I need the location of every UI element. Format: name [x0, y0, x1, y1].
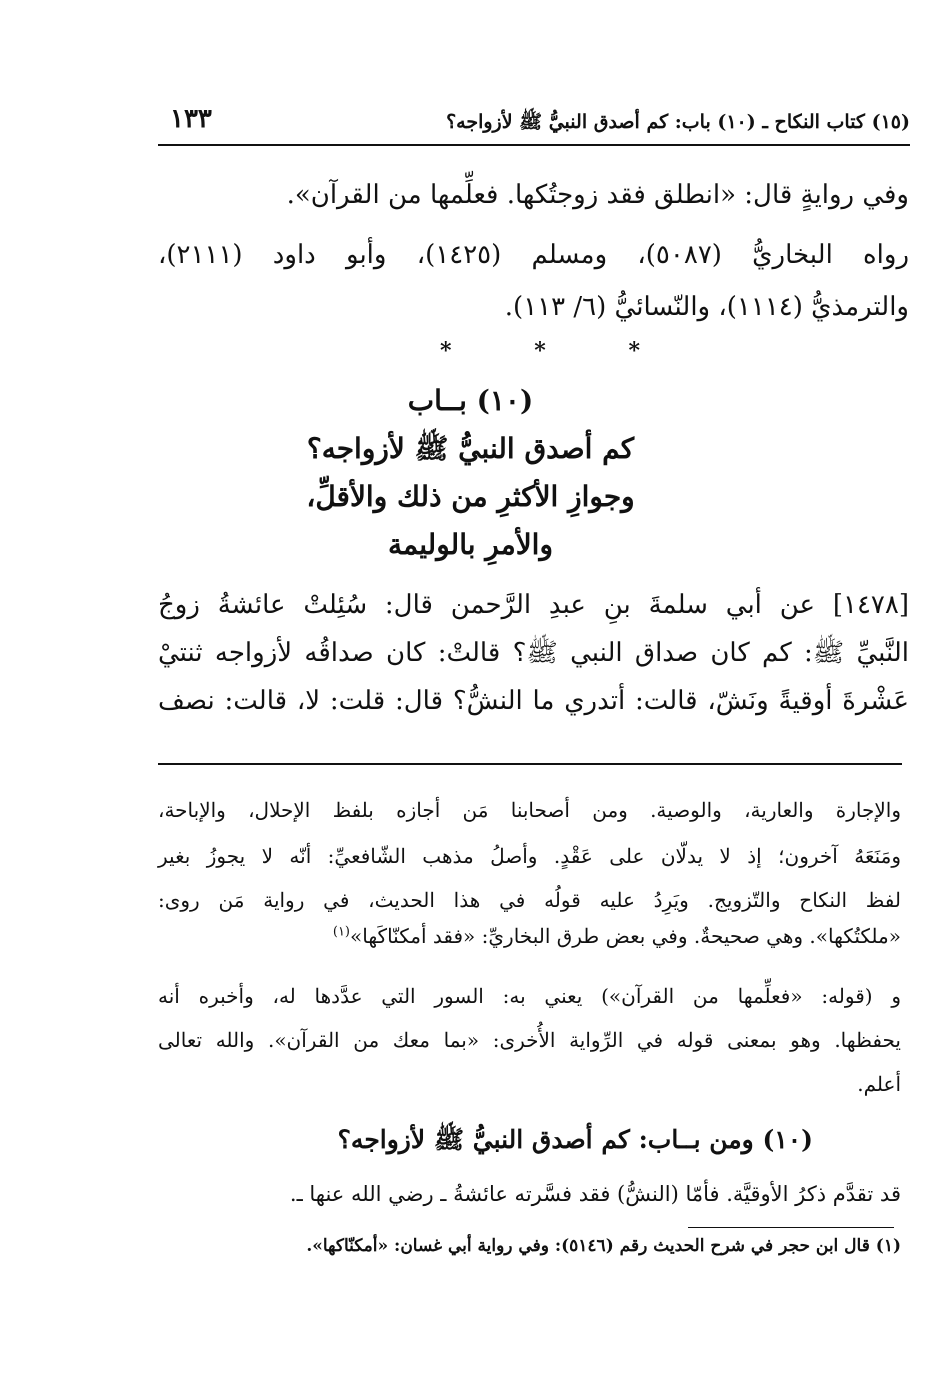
- chapter-heading: وجوازِ الأكثرِ من ذلك والأقلِّ،: [306, 480, 635, 513]
- star-ornament: *: [534, 338, 546, 364]
- commentary-line: و (قوله: «فعلِّمها من القرآن») يعني به: السور التي عدَّدها له، وأخبره أنه: [158, 984, 901, 1008]
- commentary-line: ومَنَعَهُ آخرون؛ إذ لا يدلّان على عَقْدٍ. وأصلُ مذهب الشّافعيِّ: أنّه لا يجوزُ بغير: [158, 844, 901, 868]
- section-separator-stars: [440, 338, 640, 364]
- chapter-heading: كم أصدق النبيُّ ﷺ لأزواجه؟: [306, 432, 635, 465]
- commentary-line: والإجارة والعارية، والوصية. ومن أصحابنا مَن أجازه بلفظ الإحلال، والإباحة،: [158, 798, 901, 822]
- hadith-1478-line: النَّبيِّ ﷺ: كم كان صداق النبي ﷺ؟ قالتْ: كان صداقُه لأزواجه ثنتيْ: [158, 638, 909, 668]
- header-title: (١٥) كتاب النكاح ـ (١٠) باب: كم أصدق النبيُّ ﷺ لأزواجه؟: [446, 111, 910, 133]
- commentary-line: أعلم.: [857, 1072, 901, 1096]
- running-header: [158, 104, 910, 146]
- hadith-1478-line: [١٤٧٨] عن أبي سلمةَ بنِ عبدِ الرَّحمن قال: سُئِلتْ عائشةُ زوجُ: [158, 590, 909, 620]
- commentary-line: قد تقدَّم ذكرُ الأوقيَّة. فأمّا (النشُّ) فقد فسَّرته عائشةُ ـ رضي الله عنها ـ.: [289, 1182, 901, 1206]
- commentary-line: لفظ النكاح والتّزويج. ويَرِدُ عليه قولُه في هذا الحديث، في رواية مَن روى:: [158, 888, 901, 912]
- commentary-heading: (١٠) ومن بــاب: كم أصدق النبيُّ ﷺ لأزواجه؟: [337, 1125, 813, 1154]
- commentary-line: يحفظها. وهو بمعنى قوله في الرِّواية الأُخرى: «بما معك من القرآن». والله تعالى: [158, 1028, 901, 1052]
- hadith-line: والترمذيُّ (١١١٤)، والنّسائيُّ (٦/ ١١٣).: [504, 292, 909, 322]
- hadith-line: رواه البخاريُّ (٥٠٨٧)، ومسلم (١٤٢٥)، وأبو داود (٢١١١)،: [158, 240, 910, 270]
- chapter-heading: (١٠) بــاب: [407, 384, 534, 417]
- footnote: (١) قال ابن حجر في شرح الحديث رقم (٥١٤٦): وفي رواية أبي غسان: «أمكنّاكها».: [306, 1236, 901, 1256]
- hadith-1478-line: عَشْرةَ أوقيةً ونَشّ، قالت: أتدري ما النشُّ؟ قال: قلت: لا، قالت: نصف: [158, 686, 909, 716]
- chapter-heading: والأمرِ بالوليمة: [388, 528, 553, 561]
- commentary-line: [333, 924, 901, 948]
- commentary-text: «ملكتُكها». وهي صحيحةٌ. وفي بعض طرق البخاريِّ: «فقد أمكنّاكَها»: [350, 924, 901, 948]
- footnote-reference: (١): [332, 924, 350, 940]
- star-ornament: *: [628, 338, 640, 364]
- star-ornament: *: [440, 338, 452, 364]
- commentary-divider: [158, 763, 902, 765]
- page-number: ١٣٣: [170, 104, 212, 134]
- footnote-divider: [688, 1227, 894, 1228]
- hadith-line: وفي روايةٍ قال: «انطلق فقد زوجتُكها. فعلِّمها من القرآن».: [286, 180, 909, 210]
